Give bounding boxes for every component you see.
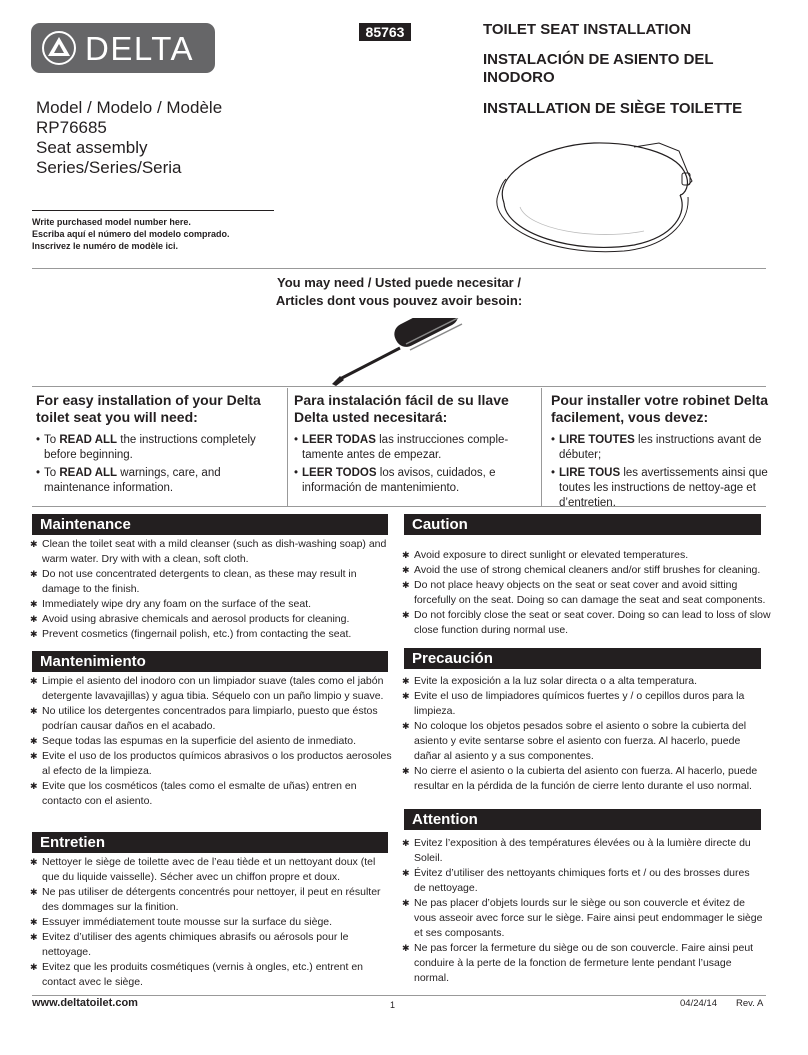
list-item: ✱ Evite el uso de limpiadores químicos fuertes y / o cepillos duros para la limpieza.	[404, 689, 768, 719]
precaucion-header: Precaución	[404, 648, 761, 669]
list-item: ✱ Limpie el asiento del inodoro con un limpiador suave (tales como el jabón detergente lavavajillas) y agua tibia. Séquelo con un paño limpio y suave.	[32, 674, 394, 704]
list-item: • LIRE TOUS les avertissements ainsi que toutes les instructions de nettoy-age et d’entretien.	[551, 466, 769, 511]
model-series: Series/Series/Seria	[36, 158, 182, 177]
precaucion-list	[404, 674, 768, 794]
divider	[32, 386, 766, 387]
list-item: • LEER TODAS las instrucciones comple-tamente antes de empezar.	[294, 433, 534, 463]
column-en	[36, 392, 282, 499]
write-note-fr: Inscrivez le numéro de modèle ici.	[32, 241, 179, 251]
column-es-list	[294, 433, 534, 496]
entretien-header: Entretien	[32, 832, 388, 853]
tools-needed-line1: You may need / Usted puede necesitar /	[277, 275, 521, 290]
list-item: • To READ ALL warnings, care, and maintenance information.	[36, 466, 282, 496]
list-item: ✱ Clean the toilet seat with a mild cleanser (such as dish-washing soap) and warm water. Dry with with a clean, soft cloth.	[32, 537, 394, 567]
column-en-heading: For easy installation of your Delta toilet seat you will need:	[36, 392, 261, 425]
list-item: ✱ No utilice los detergentes concentrados para limpiarlo, puesto que éstos podrían causar daños en el acabado.	[32, 704, 394, 734]
list-item: ✱ Avoid using abrasive chemicals and aerosol products for cleaning.	[32, 612, 394, 627]
list-item: ✱ Seque todas las espumas en la superficie del asiento de inmediato.	[32, 734, 394, 749]
model-write-line	[32, 210, 274, 211]
model-block	[36, 98, 222, 178]
list-item: ✱ Evitez l’exposition à des températures élevées ou à la lumière directe du Soleil.	[404, 836, 764, 866]
write-notes	[32, 216, 230, 252]
list-item: ✱ Evitez que les produits cosmétiques (vernis à ongles, etc.) entrent en contact avec le siège.	[32, 960, 394, 990]
delta-logo	[31, 23, 215, 73]
delta-triangle-icon	[39, 30, 79, 66]
footer-divider	[32, 995, 766, 996]
title-es: INSTALACIÓN DE ASIENTO DEL INODORO	[483, 51, 714, 86]
model-number: RP76685	[36, 118, 107, 137]
model-name: Seat assembly	[36, 138, 148, 157]
list-item: ✱ Avoid the use of strong chemical cleaners and/or stiff brushes for cleaning.	[404, 563, 782, 578]
list-item: ✱ Do not use concentrated detergents to clean, as these may result in damage to the finish.	[32, 567, 394, 597]
title-en: TOILET SEAT INSTALLATION	[483, 21, 692, 38]
list-item: ✱ Evite que los cosméticos (tales como el esmalte de uñas) entren en contacto con el asiento.	[32, 779, 394, 809]
model-number-badge: 85763	[359, 23, 411, 41]
title-fr: INSTALLATION DE SIÈGE TOILETTE	[483, 100, 743, 117]
list-item: ✱ Do not place heavy objects on the seat or seat cover and avoid sitting forcefully on the seat. Doing so can damage the seat and seat components.	[404, 578, 782, 608]
doc-titles	[483, 21, 783, 118]
list-item: • To READ ALL the instructions completely before beginning.	[36, 433, 282, 463]
list-item: • LEER TODOS los avisos, cuidados, e información de mantenimiento.	[294, 466, 534, 496]
column-en-list	[36, 433, 282, 496]
tools-needed-heading	[32, 274, 766, 310]
write-note-es: Escriba aquí el número del modelo comprado.	[32, 229, 230, 239]
mantenimiento-list	[32, 674, 394, 809]
mantenimiento-header: Mantenimiento	[32, 651, 388, 672]
list-item: ✱ Avoid exposure to direct sunlight or elevated temperatures.	[404, 548, 782, 563]
brand-name: DELTA	[85, 30, 194, 67]
model-label: Model / Modelo / Modèle	[36, 98, 223, 117]
column-divider	[287, 388, 288, 506]
column-fr-list	[551, 433, 769, 511]
footer-revision: Rev. A	[736, 998, 764, 1009]
list-item: ✱ Immediately wipe dry any foam on the surface of the seat.	[32, 597, 394, 612]
list-item: • LIRE TOUTES les instructions avant de débuter;	[551, 433, 769, 463]
caution-list	[404, 548, 782, 638]
column-es-heading: Para instalación fácil de su llave Delta usted necesitará:	[294, 392, 509, 425]
maintenance-list	[32, 537, 394, 642]
list-item: ✱ Evite el uso de los productos químicos abrasivos o los productos aerosoles al efecto de la limpieza.	[32, 749, 394, 779]
footer-page-number: 1	[390, 1000, 396, 1010]
column-fr-heading: Pour installer votre robinet Delta facilement, vous devez:	[551, 392, 769, 425]
column-divider	[541, 388, 542, 506]
footer-website: www.deltatoilet.com	[32, 997, 138, 1009]
divider	[32, 506, 766, 507]
footer-date: 04/24/14	[680, 998, 717, 1009]
list-item: ✱ Do not forcibly close the seat or seat cover. Doing so can lead to loss of slow close function during normal use.	[404, 608, 782, 638]
list-item: ✱ Prevent cosmetics (fingernail polish, etc.) from contacting the seat.	[32, 627, 394, 642]
entretien-list	[32, 855, 394, 990]
column-es	[294, 392, 534, 499]
divider	[32, 268, 766, 269]
list-item: ✱ Évitez d’utiliser des nettoyants chimiques forts et / ou des brosses dures de nettoyage.	[404, 866, 764, 896]
list-item: ✱ Nettoyer le siège de toilette avec de l’eau tiède et un nettoyant doux (tel que du liquide vaisselle). Sécher avec un chiffon propre et doux.	[32, 855, 394, 885]
list-item: ✱ Essuyer immédiatement toute mousse sur la surface du siège.	[32, 915, 394, 930]
maintenance-header: Maintenance	[32, 514, 388, 535]
list-item: ✱ Ne pas forcer la fermeture du siège ou de son couvercle. Faire ainsi peut conduire à la perte de la fonction de fermeture lente pendant l’usage normal.	[404, 941, 764, 986]
caution-header: Caution	[404, 514, 761, 535]
toilet-seat-illustration	[484, 133, 696, 259]
list-item: ✱ No coloque los objetos pesados sobre el asiento o sobre la cubierta del asiento y evite sentarse sobre el asiento con fuerza. Al hacerlo, puede dañar al asiento y a sus componentes.	[404, 719, 768, 764]
list-item: ✱ Evite la exposición a la luz solar directa o a alta temperatura.	[404, 674, 768, 689]
write-note-en: Write purchased model number here.	[32, 217, 191, 227]
screwdriver-icon	[330, 318, 470, 386]
attention-list	[404, 836, 764, 986]
column-fr	[551, 392, 769, 514]
list-item: ✱ Ne pas utiliser de détergents concentrés pour nettoyer, il peut en résulter des dommages sur la finition.	[32, 885, 394, 915]
list-item: ✱ No cierre el asiento o la cubierta del asiento con fuerza. Al hacerlo, puede resultar en la pérdida de la función de cierre lento durante el uso normal.	[404, 764, 768, 794]
attention-header: Attention	[404, 809, 761, 830]
tools-needed-line2: Articles dont vous pouvez avoir besoin:	[275, 293, 523, 308]
list-item: ✱ Ne pas placer d’objets lourds sur le siège ou son couvercle et évitez de vous asseoir avec force sur le siège. Faire ainsi peut endommager le siège et ses composants.	[404, 896, 764, 941]
list-item: ✱ Evitez d’utiliser des agents chimiques abrasifs ou aérosols pour le nettoyage.	[32, 930, 394, 960]
